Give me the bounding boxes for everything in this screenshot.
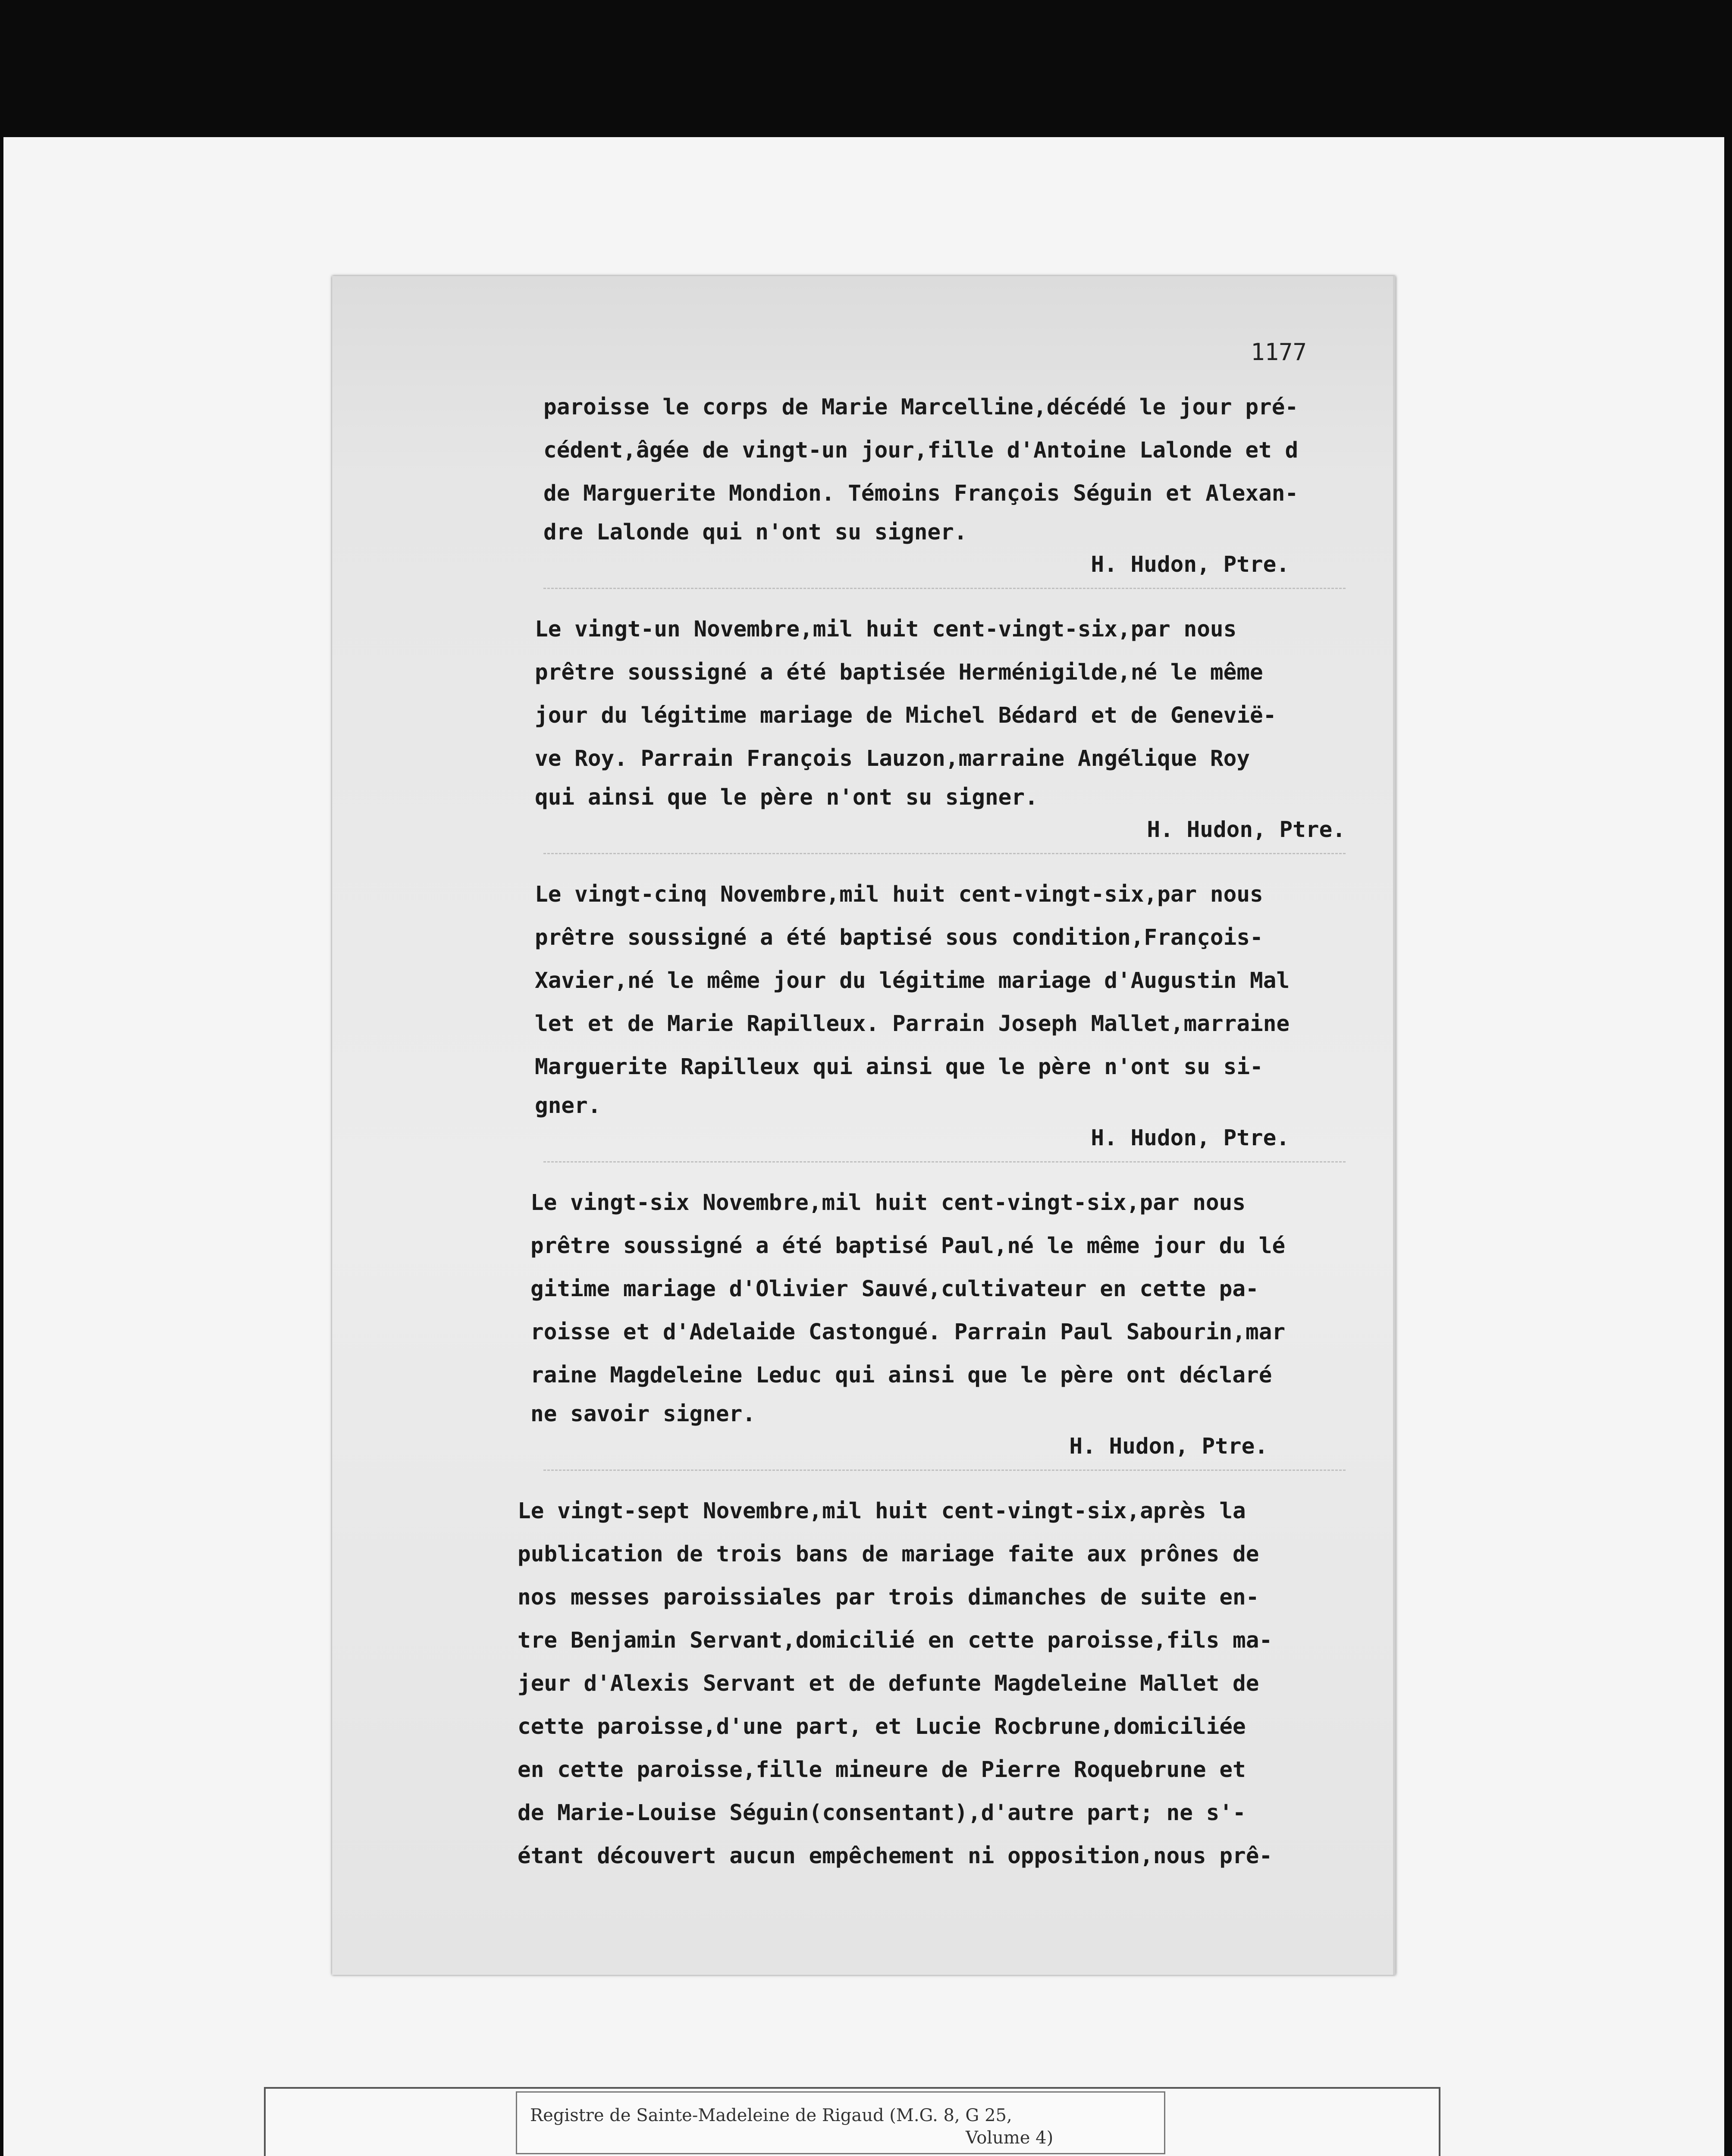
entry-line: publication de trois bans de mariage faite aux prônes de <box>518 1542 1259 1567</box>
entry-line: prêtre soussigné a été baptisée Herménigilde,né le même <box>535 660 1263 685</box>
entry-line: gner. <box>535 1093 601 1119</box>
entry-line: let et de Marie Rapilleux. Parrain Joseph Mallet,marraine <box>535 1011 1290 1037</box>
entry-line: nos messes paroissiales par trois dimanches de suite en- <box>518 1585 1259 1610</box>
entry-line: jeur d'Alexis Servant et de defunte Magdeleine Mallet de <box>518 1671 1259 1696</box>
register-entry <box>518 1490 1346 1878</box>
entry-line: Xavier,né le même jour du légitime mariage d'Augustin Mal <box>535 968 1290 993</box>
entry-line: cette paroisse,d'une part, et Lucie Rocbrune,domiciliée <box>518 1714 1246 1739</box>
entry-line: de Marguerite Mondion. Témoins François Séguin et Alexan- <box>543 481 1299 506</box>
register-entry <box>530 1181 1346 1462</box>
entry-line: cédent,âgée de vingt-un jour,fille d'Antoine Lalonde et d <box>543 438 1299 463</box>
entry-line: jour du légitime mariage de Michel Bédard et de Genevië- <box>535 703 1277 728</box>
reference-line-2: Volume 4) <box>966 2128 1054 2148</box>
page-number: 1177 <box>1250 338 1307 366</box>
entry-signature: H. Hudon, Ptre. <box>1147 817 1346 843</box>
entry-line: Le vingt-cinq Novembre,mil huit cent-vingt-six,par nous <box>535 882 1263 907</box>
entry-separator <box>543 1161 1346 1164</box>
entry-line: paroisse le corps de Marie Marcelline,décédé le jour pré- <box>543 395 1299 420</box>
register-text <box>518 386 1346 1878</box>
entry-line: raine Magdeleine Leduc qui ainsi que le père ont déclaré <box>530 1363 1272 1388</box>
entry-line: tre Benjamin Servant,domicilié en cette paroisse,fils ma- <box>518 1628 1273 1653</box>
entry-line: ne savoir signer. <box>530 1401 756 1427</box>
entry-line: en cette paroisse,fille mineure de Pierre Roquebrune et <box>518 1757 1246 1783</box>
register-page <box>332 276 1396 1975</box>
entry-line: gitime mariage d'Olivier Sauvé,cultivateur en cette pa- <box>530 1276 1259 1302</box>
reference-line-1: Registre de Sainte-Madeleine de Rigaud (M.G. 8, G 25, <box>530 2105 1012 2125</box>
entry-line: de Marie-Louise Séguin(consentant),d'autre part; ne s'- <box>518 1800 1246 1826</box>
reference-label <box>516 2091 1165 2154</box>
register-entry <box>535 873 1346 1153</box>
entry-signature: H. Hudon, Ptre. <box>1091 1125 1290 1151</box>
entry-line: ve Roy. Parrain François Lauzon,marraine Angélique Roy <box>535 746 1250 771</box>
entry-signature: H. Hudon, Ptre. <box>1091 552 1290 577</box>
entry-line: roisse et d'Adelaide Castongué. Parrain Paul Sabourin,mar <box>530 1319 1286 1345</box>
entry-line: prêtre soussigné a été baptisé sous condition,François- <box>535 925 1263 950</box>
entry-line: Marguerite Rapilleux qui ainsi que le père n'ont su si- <box>535 1054 1263 1080</box>
entry-line: Le vingt-un Novembre,mil huit cent-vingt-six,par nous <box>535 617 1237 642</box>
archive-label-card <box>264 2087 1440 2156</box>
register-entry <box>535 608 1346 845</box>
entry-separator <box>543 1470 1346 1473</box>
entry-separator <box>543 853 1346 856</box>
entry-line: dre Lalonde qui n'ont su signer. <box>543 520 967 545</box>
entry-separator <box>543 588 1346 591</box>
entry-signature: H. Hudon, Ptre. <box>1069 1434 1268 1459</box>
entry-line: étant découvert aucun empêchement ni opposition,nous prê- <box>518 1843 1273 1869</box>
entry-line: prêtre soussigné a été baptisé Paul,né le même jour du lé <box>530 1233 1286 1259</box>
register-entry <box>543 386 1346 580</box>
entry-line: Le vingt-six Novembre,mil huit cent-vingt-six,par nous <box>530 1190 1246 1216</box>
entry-line: Le vingt-sept Novembre,mil huit cent-vingt-six,après la <box>518 1498 1246 1524</box>
entry-line: qui ainsi que le père n'ont su signer. <box>535 785 1038 810</box>
